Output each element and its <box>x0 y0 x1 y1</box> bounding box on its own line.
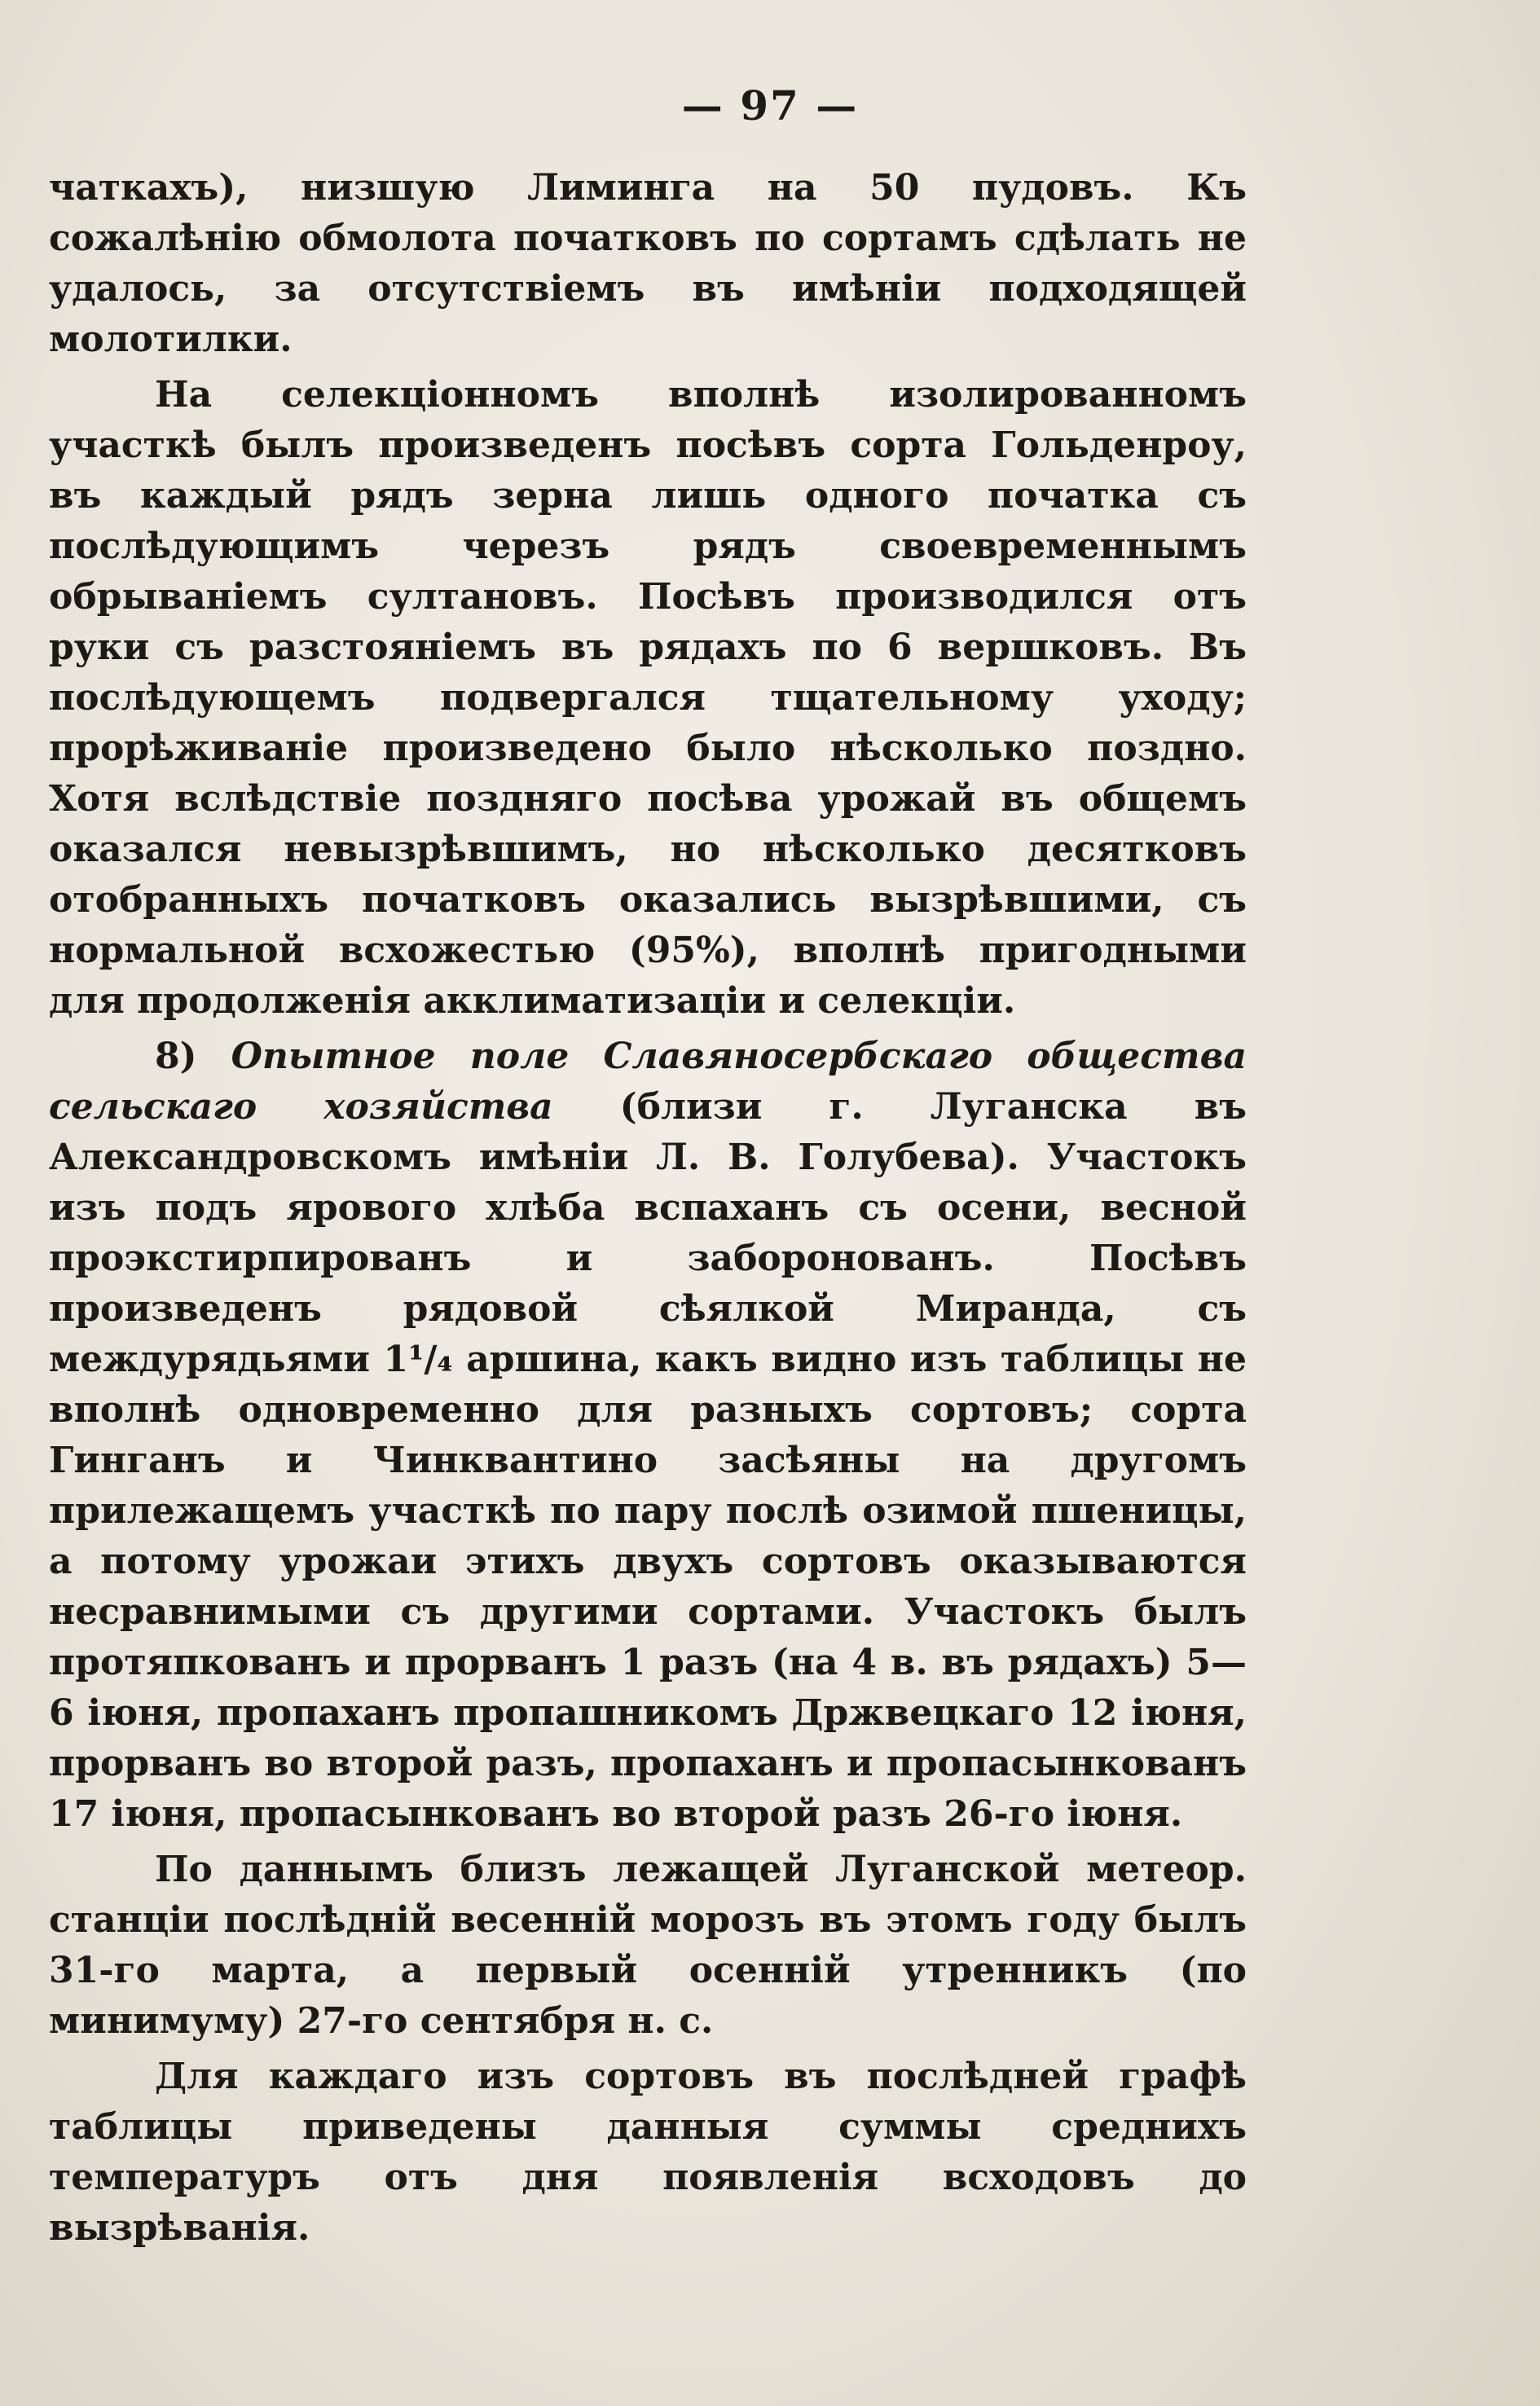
section-title: Опытное поле Славяносербскаго общества сельскаго хозяйства <box>49 1036 1247 1128</box>
paragraph-continuation <box>49 163 1247 365</box>
paragraph-experimental-field <box>49 1031 1247 1840</box>
paragraph-text: чаткахъ), низшую Лиминга на 50 пудовъ. Къ сожалѣнію обмолота початковъ по сортамъ сдѣлать не удалось, за отсутствіемъ въ имѣніи подходящей молотилки. <box>49 167 1247 360</box>
paragraph-text: Для каждаго изъ сортовъ въ послѣдней графѣ таблицы приведены данныя суммы среднихъ температуръ отъ дня появленія всходовъ до вызрѣванія. <box>49 2056 1247 2249</box>
paragraph-temperature-sums <box>49 2052 1247 2254</box>
paragraph-text: На селекціонномъ вполнѣ изолированномъ участкѣ былъ произведенъ посѣвъ сорта Гольденроу, въ каждый рядъ зерна лишь одного початка съ послѣдующимъ черезъ рядъ своевременнымъ обрываніемъ султановъ. Посѣвъ производился отъ руки съ разстояніемъ въ рядахъ по 6 вершковъ. Въ послѣдующемъ подвергался тщательному уходу; прорѣживаніе произведено было нѣсколько поздно. Хотя вслѣдствіе поздняго посѣва урожай въ общемъ оказался невызрѣвшимъ, но нѣсколько десятковъ отобранныхъ початковъ оказались вызрѣвшими, съ нормальной всхожестью (95%), вполнѣ пригодными для продолженія акклиматизаціи и селекціи. <box>49 374 1247 1022</box>
paragraph-text: По даннымъ близъ лежащей Луганской метеор. станціи послѣдній весенній морозъ въ этомъ году былъ 31-го марта, а первый осенній утренникъ (по минимуму) 27-го сентября н. с. <box>49 1849 1247 2042</box>
body-text <box>49 163 1247 2254</box>
paragraph-selection-plot <box>49 370 1247 1027</box>
page-number: — 97 — <box>681 81 859 130</box>
paragraph-meteo-data <box>49 1845 1247 2047</box>
paragraph-text: (близи г. Луганска въ Александровскомъ имѣніи Л. В. Голубева). Участокъ изъ подъ ярового хлѣба вспаханъ съ осени, весной проэкстирпированъ и заборонованъ. Посѣвъ произведенъ рядовой сѣялкой Миранда, съ междурядьями 1¹/₄ аршина, какъ видно изъ таблицы не вполнѣ одновременно для разныхъ сортовъ; сорта Гинганъ и Чинквантино засѣяны на другомъ прилежащемъ участкѣ по пару послѣ озимой пшеницы, а потому урожаи этихъ двухъ сортовъ оказываются несравнимыми съ другими сортами. Участокъ былъ протяпкованъ и прорванъ 1 разъ (на 4 в. въ рядахъ) 5—6 іюня, пропаханъ пропашникомъ Држвецкаго 12 іюня, прорванъ во второй разъ, пропаханъ и пропасынкованъ 17 іюня, пропасынкованъ во второй разъ 26-го іюня. <box>49 1086 1247 1835</box>
section-number: 8) <box>155 1036 231 1077</box>
